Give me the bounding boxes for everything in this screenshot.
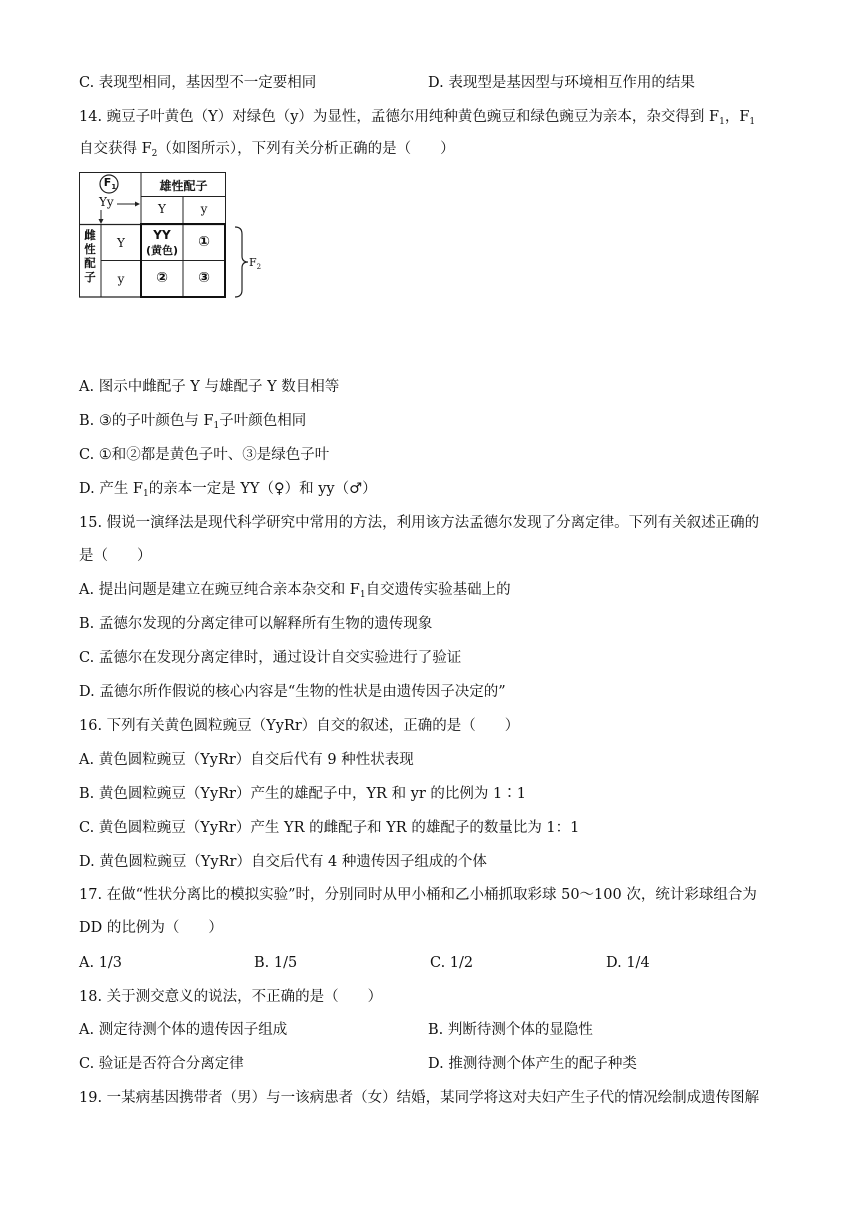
q14-stem-line1: 14. 豌豆子叶黄色（Y）对绿色（y）为显性，孟德尔用纯种黄色豌豆和绿色豌豆为亲本，杂交得到 $F_1$，$F_1$	[79, 109, 756, 127]
q14-option-c: C. ①和②都是黄色子叶、③是绿色子叶	[79, 447, 330, 463]
q16-option-c: C. 黄色圆粒豌豆（YyRr）产生 YR 的雌配子和 YR 的雄配子的数量比为 1：1	[79, 820, 580, 836]
cell-circled-1: ①	[198, 234, 210, 250]
q15-option-b: B. 孟德尔发现的分离定律可以解释所有生物的遗传现象	[79, 616, 433, 632]
q17-option-d: D. 1/4	[606, 955, 650, 971]
q18-stem: 18. 关于测交意义的说法，不正确的是（ ）	[79, 989, 383, 1005]
cell-YY: YY (黄色)	[145, 228, 179, 257]
male-gametes-header: 雄性配子	[159, 179, 208, 193]
female-gamete-y: y	[117, 272, 125, 286]
q16-option-d: D. 黄色圆粒豌豆（YyRr）自交后代有 4 种遗传因子组成的个体	[79, 854, 487, 870]
female-gamete-Y: Y	[117, 236, 125, 250]
f1-circle-label: $F_1$	[103, 176, 117, 191]
q18-option-a: A. 测定待测个体的遗传因子组成	[79, 1022, 288, 1038]
q18-option-b: B. 判断待测个体的显隐性	[428, 1022, 593, 1038]
female-gametes-header: 雌性配子	[84, 228, 96, 284]
q13-option-c: C. 表现型相同，基因型不一定要相同	[79, 75, 317, 91]
q17-stem-line1: 17. 在做“性状分离比的模拟实验”时，分别同时从甲小桶和乙小桶抓取彩球 50～100 次，统计彩球组合为	[79, 887, 757, 903]
q15-option-c: C. 孟德尔在发现分离定律时，通过设计自交实验进行了验证	[79, 650, 462, 666]
q17-stem-line2: DD 的比例为（ ）	[79, 920, 223, 936]
q15-stem-line2: 是（ ）	[79, 548, 152, 564]
q18-option-d: D. 推测待测个体产生的配子种类	[428, 1056, 637, 1072]
q14-stem-line2: 自交获得 $F_2$（如图所示），下列有关分析正确的是（ ）	[79, 141, 455, 159]
cell-circled-2: ②	[156, 270, 168, 286]
q14-option-b: B. ③的子叶颜色与 $F_1$子叶颜色相同	[79, 413, 307, 431]
cell-circled-3: ③	[198, 270, 210, 286]
f2-brace-label: $F_2$	[249, 256, 262, 271]
q18-option-c: C. 验证是否符合分离定律	[79, 1056, 244, 1072]
q15-option-a: A. 提出问题是建立在豌豆纯合亲本杂交和 $F_1$自交遗传实验基础上的	[79, 582, 511, 600]
q14-option-d: D. 产生 $F_1$的亲本一定是 YY（♀）和 yy（♂）	[79, 481, 377, 499]
q17-option-a: A. 1/3	[79, 955, 123, 971]
q15-stem-line1: 15. 假说一演绎法是现代科学研究中常用的方法，利用该方法孟德尔发现了分离定律。下列有关叙述正确的	[79, 515, 760, 531]
male-gamete-Y: Y	[158, 202, 166, 216]
q16-option-a: A. 黄色圆粒豌豆（YyRr）自交后代有 9 种性状表现	[79, 752, 414, 768]
q19-stem: 19. 一某病基因携带者（男）与一该病患者（女）结婚，某同学将这对夫妇产生子代的情况绘制成遗传图解	[79, 1090, 760, 1106]
f1-genotype-label: Yy	[99, 195, 114, 209]
q16-option-b: B. 黄色圆粒豌豆（YyRr）产生的雄配子中，YR 和 yr 的比例为 1∶1	[79, 786, 526, 802]
q15-option-d: D. 孟德尔所作假说的核心内容是“生物的性状是由遗传因子决定的”	[79, 684, 506, 700]
q16-stem: 16. 下列有关黄色圆粒豌豆（YyRr）自交的叙述，正确的是（ ）	[79, 718, 520, 734]
q17-option-b: B. 1/5	[254, 955, 298, 971]
q13-option-d: D. 表现型是基因型与环境相互作用的结果	[428, 75, 695, 91]
q17-option-c: C. 1/2	[430, 955, 474, 971]
punnett-square-diagram	[79, 172, 265, 302]
q14-option-a: A. 图示中雌配子 Y 与雄配子 Y 数目相等	[79, 379, 340, 395]
male-gamete-y: y	[200, 202, 208, 216]
